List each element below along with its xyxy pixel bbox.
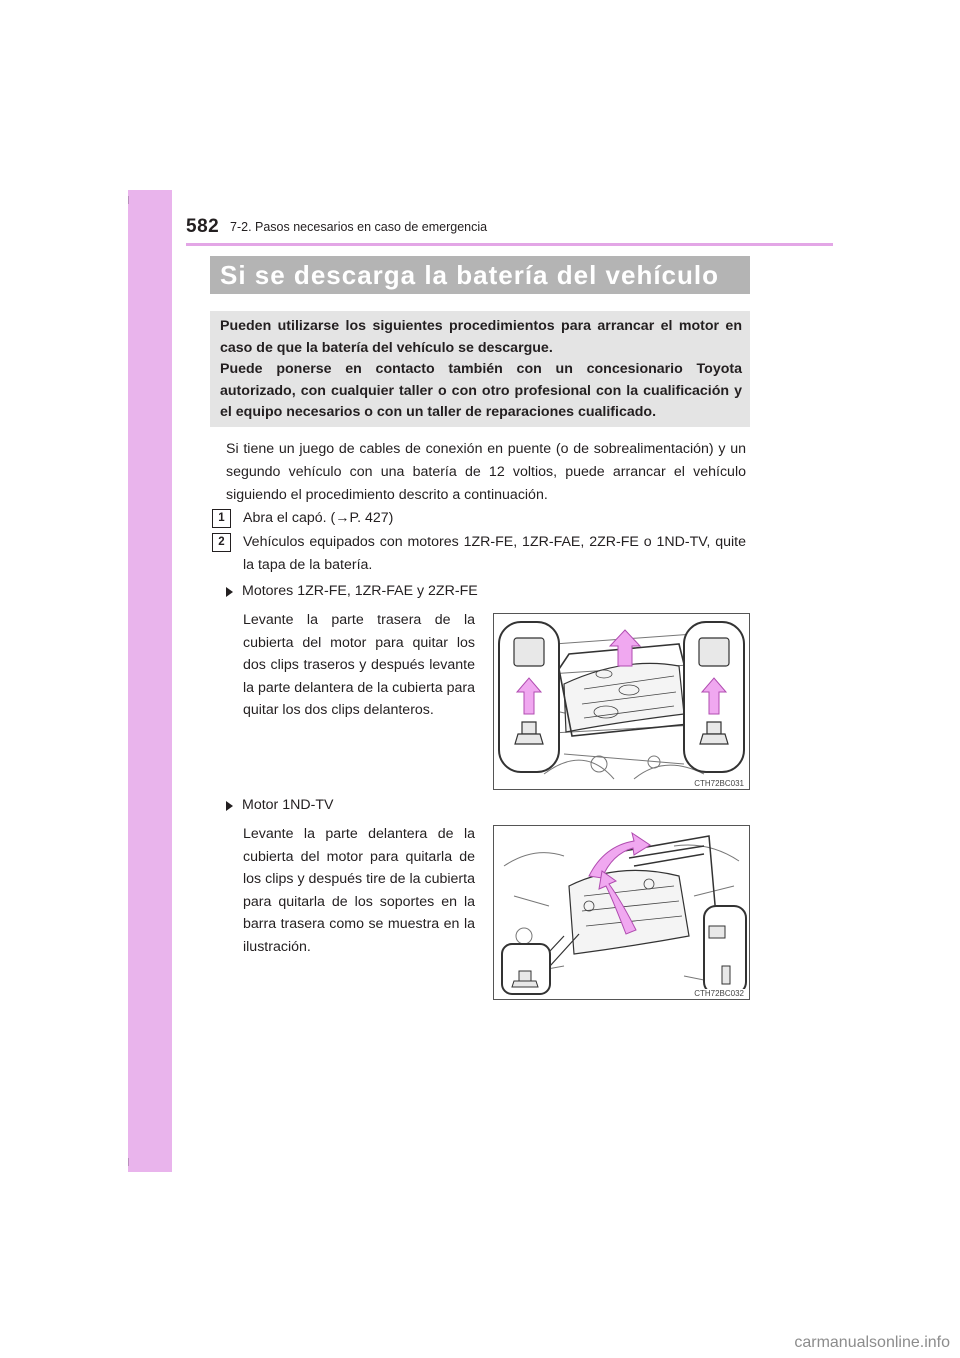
intro-paragraph: Puede ponerse en contacto también con un concesionario Toyota autorizado, con cualquier taller o con otro profesional con la cualificación y el equipo necesarios o con un taller de reparaciones cualificado. (220, 361, 742, 420)
bullet-triangle-icon (226, 801, 233, 811)
step-text: Abra el capó. (→P. 427) (243, 510, 394, 526)
intro-paragraph: Pueden utilizarse los siguientes procedimientos para arrancar el motor en caso de que la batería del vehículo se descargue. (220, 318, 742, 356)
watermark: carmanualsonline.info (794, 1334, 950, 1351)
bullet-description: Levante la parte trasera de la cubierta del motor para quitar los dos clips traseros y después levante la parte delantera de la cubierta para quitar los dos clips delanteros. (243, 612, 475, 718)
running-header: 7-2. Pasos necesarios en caso de emergencia (230, 220, 488, 234)
figure-code: CTH72BC031 (694, 779, 744, 788)
step-number: 2 (212, 533, 231, 552)
side-tick (128, 1158, 129, 1166)
intro-box (210, 311, 750, 427)
figure-code: CTH72BC032 (694, 989, 744, 998)
step-text: Vehículos equipados con motores 1ZR-FE, 1ZR-FAE, 2ZR-FE o 1ND-TV, quite la tapa de la batería. (243, 534, 746, 573)
side-tick (128, 196, 129, 204)
side-tab (128, 190, 172, 1172)
bullet-item (226, 794, 333, 817)
engine-cover-figure-1 (493, 613, 750, 790)
step-number: 1 (212, 509, 231, 528)
page-number: 582 (186, 216, 220, 237)
section-title: Si se descarga la batería del vehículo (210, 256, 750, 294)
bullet-item (226, 580, 478, 603)
bullet-triangle-icon (226, 587, 233, 597)
bullet-label: Motores 1ZR-FE, 1ZR-FAE y 2ZR-FE (242, 583, 478, 599)
header-rule (186, 243, 833, 246)
bullet-description: Levante la parte delantera de la cubierta del motor para quitarla de los clips y después tire de la cubierta para quitarla de los soportes en la barra trasera como se muestra en la ilustración. (243, 826, 475, 955)
body-paragraph: Si tiene un juego de cables de conexión en puente (o de sobrealimentación) y un segundo vehículo con una batería de 12 voltios, puede arrancar el vehículo siguiendo el procedimiento descrito a continuación. (226, 441, 746, 503)
engine-cover-figure-2 (493, 825, 750, 1000)
bullet-label: Motor 1ND-TV (242, 797, 334, 813)
